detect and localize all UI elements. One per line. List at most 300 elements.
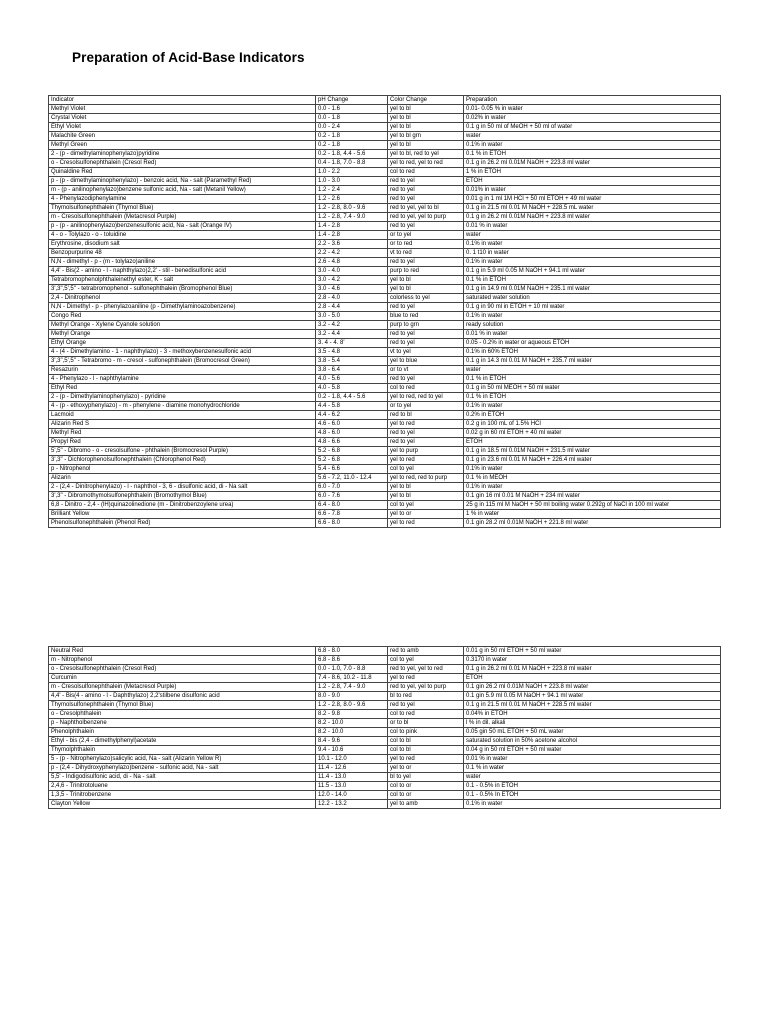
indicator-cell: p - Nitrophenol (49, 465, 316, 474)
color-change-cell: purp to red (388, 267, 464, 276)
preparation-cell: 0.1 g in 50 ml of MeOH + 50 ml of water (464, 123, 721, 132)
preparation-cell: 0.1% in water (464, 800, 721, 809)
indicator-cell: 4 - o - Tolylazo - o - toluidine (49, 231, 316, 240)
indicator-cell: Propyl Red (49, 438, 316, 447)
color-change-cell: red to yel, yel to red (388, 665, 464, 674)
table-row (49, 240, 721, 249)
ph-change-cell: 12.2 - 13.2 (316, 800, 388, 809)
table-row (49, 665, 721, 674)
ph-change-cell: 1.0 - 2.2 (316, 168, 388, 177)
ph-change-cell: 4.4 - 6.2 (316, 411, 388, 420)
color-change-cell: red to yel, yel to bl (388, 204, 464, 213)
indicator-cell: p - (2,4 - Dihydroxyphenylazo)benzene - sulfonic acid, Na - salt (49, 764, 316, 773)
ph-change-cell: 4.8 - 6.0 (316, 429, 388, 438)
indicator-cell: Phenolphthalein (49, 728, 316, 737)
preparation-cell: 0.1 % in ETOH (464, 276, 721, 285)
color-change-cell: col to yel (388, 501, 464, 510)
preparation-cell: 0.1 g in 23.6 ml 0.01 M NaOH + 226.4 ml water (464, 456, 721, 465)
preparation-cell: water (464, 366, 721, 375)
header-cell: Preparation (464, 96, 721, 105)
indicator-cell: 2,4 - Dinitrophenol (49, 294, 316, 303)
preparation-cell: 0.01 g in 50 ml ETOH + 50 ml water (464, 647, 721, 656)
table-row (49, 474, 721, 483)
color-change-cell: col to bl (388, 746, 464, 755)
preparation-cell: water (464, 132, 721, 141)
color-change-cell: purp to grn (388, 321, 464, 330)
table-row (49, 800, 721, 809)
indicator-cell: N,N - dimethyl - p - (m - tolylazo)aniline (49, 258, 316, 267)
ph-change-cell: 1.4 - 2.8 (316, 231, 388, 240)
indicator-cell: m - Cresolsulfonephthalein (Metacresol Purple) (49, 683, 316, 692)
ph-change-cell: 8.2 - 10.0 (316, 728, 388, 737)
ph-change-cell: 0.4 - 1.8, 7.0 - 8.8 (316, 159, 388, 168)
indicator-cell: o - Cresolphthalein (49, 710, 316, 719)
indicator-cell: 5',5" - Dibromo - o - cresolsulfone - phthalein (Bromocresol Purple) (49, 447, 316, 456)
preparation-cell: 0.05 - 0.2% in water or aqueous ETOH (464, 339, 721, 348)
table-row (49, 141, 721, 150)
preparation-cell: 0.1 gin 16 ml 0.01 M NaOH + 234 ml water (464, 492, 721, 501)
ph-change-cell: 3.5 - 4.8 (316, 348, 388, 357)
color-change-cell: red to yel (388, 701, 464, 710)
header-row (49, 96, 721, 105)
color-change-cell: col to yel (388, 656, 464, 665)
ph-change-cell: 2.6 - 4.8 (316, 258, 388, 267)
table-row (49, 213, 721, 222)
indicator-table-1 (48, 95, 721, 528)
ph-change-cell: 8.0 - 9.0 (316, 692, 388, 701)
table-row (49, 285, 721, 294)
table-row (49, 393, 721, 402)
table-row (49, 420, 721, 429)
color-change-cell: yel to red, red to purp (388, 474, 464, 483)
indicator-cell: N,N - Dimethyl - p - phenylazoaniline (p - Dimethylaminoazobenzene) (49, 303, 316, 312)
indicator-cell: Quinaldine Red (49, 168, 316, 177)
table-row (49, 656, 721, 665)
ph-change-cell: 11.4 - 13.0 (316, 773, 388, 782)
indicator-cell: Malachite Green (49, 132, 316, 141)
table-row (49, 674, 721, 683)
ph-change-cell: 0.2 - 1.8 (316, 141, 388, 150)
preparation-cell: 0.1% in water (464, 483, 721, 492)
table-row (49, 249, 721, 258)
color-change-cell: yel to bl (388, 276, 464, 285)
ph-change-cell: 7.4 - 8.6, 10.2 - 11.8 (316, 674, 388, 683)
preparation-cell: 0.1 g in 5.9 ml 0.05 M NaOH + 94.1 ml water (464, 267, 721, 276)
header-cell: Color Change (388, 96, 464, 105)
color-change-cell: yel to bl, red to yel (388, 150, 464, 159)
color-change-cell: yel to bl grn (388, 132, 464, 141)
ph-change-cell: 0.0 - 1.6 (316, 105, 388, 114)
table-row (49, 429, 721, 438)
color-change-cell: col to yel (388, 465, 464, 474)
table-row (49, 132, 721, 141)
table-row (49, 755, 721, 764)
indicator-cell: 4 - Phenylazodiphenylamine (49, 195, 316, 204)
indicator-cell: Erythrosine, disodium salt (49, 240, 316, 249)
ph-change-cell: 5.2 - 6.8 (316, 456, 388, 465)
indicator-cell: m - Cresolsulfonephthalein (Metacresol Purple) (49, 213, 316, 222)
color-change-cell: yel to red (388, 456, 464, 465)
ph-change-cell: 3.0 - 4.6 (316, 285, 388, 294)
table-row (49, 177, 721, 186)
ph-change-cell: 0.0 - 2.4 (316, 123, 388, 132)
preparation-cell: 0.1% in water (464, 240, 721, 249)
indicator-cell: 4 - (p - ethoxyphenylazo) - m - phenylene - diamine monohydrochloride (49, 402, 316, 411)
indicator-cell: Methyl Green (49, 141, 316, 150)
color-change-cell: col to or (388, 782, 464, 791)
ph-change-cell: 1.0 - 3.0 (316, 177, 388, 186)
table-row (49, 384, 721, 393)
preparation-cell: 1 % in water (464, 510, 721, 519)
preparation-cell: 0.02% in water (464, 114, 721, 123)
indicator-cell: Thymolsulfonephthalein (Thymol Blue) (49, 701, 316, 710)
indicator-cell: Methyl Violet (49, 105, 316, 114)
preparation-cell: 0.1 g in 50 ml MEOH + 50 ml water (464, 384, 721, 393)
indicator-cell: 3',3",5',5" - tetrabromophenol - sulfonephthalein (Bromophenol Blue) (49, 285, 316, 294)
ph-change-cell: 1.4 - 2.8 (316, 222, 388, 231)
table-row (49, 402, 721, 411)
ph-change-cell: 10.1 - 12.0 (316, 755, 388, 764)
preparation-cell: 0.1 g in 26.2 ml 0.01M NaOH + 223.8 ml water (464, 213, 721, 222)
ph-change-cell: 4.0 - 5.8 (316, 384, 388, 393)
preparation-cell: l % in dil. alkali (464, 719, 721, 728)
preparation-cell: 0.1 g in 14.3 ml 0.01 M NaOH + 235.7 ml water (464, 357, 721, 366)
indicator-cell: Ethyl Orange (49, 339, 316, 348)
color-change-cell: blue to red (388, 312, 464, 321)
table-row (49, 519, 721, 528)
indicator-cell: m - Nitrophenol (49, 656, 316, 665)
header-cell: pH Change (316, 96, 388, 105)
table-row (49, 483, 721, 492)
color-change-cell: red to yel, yel to purp (388, 213, 464, 222)
color-change-cell: yel to blue (388, 357, 464, 366)
indicator-cell: 3',3",5',5" - Tetrabromo - m - cresol - sulfonephthalein (Bromocresol Green) (49, 357, 316, 366)
table-row (49, 456, 721, 465)
preparation-cell: 0.1% in water (464, 312, 721, 321)
preparation-cell: saturated water solution (464, 294, 721, 303)
indicator-cell: 6,8 - Dinitro - 2,4 - (lH)quinazolinedione (m - Dinitrobenzoylene urea) (49, 501, 316, 510)
indicator-cell: 5,5' - Indigodisulfonic acid, di - Na - salt (49, 773, 316, 782)
preparation-cell: 0.3170 in water (464, 656, 721, 665)
preparation-cell: 0.1 gin 5.9 ml 0.05 M NaOH + 94.1 ml water (464, 692, 721, 701)
indicator-cell: Neutral Red (49, 647, 316, 656)
ph-change-cell: 0.2 - 1.8, 4.4 - 5.6 (316, 393, 388, 402)
ph-change-cell: 6.6 - 7.8 (316, 510, 388, 519)
table-row (49, 692, 721, 701)
indicator-cell: 4 - (4 - Dimethylamino - 1 - naphthylazo) - 3 - methoxybenzenesulfonic acid (49, 348, 316, 357)
ph-change-cell: 2.8 - 4.4 (316, 303, 388, 312)
ph-change-cell: 1.2 - 2.8, 8.0 - 9.6 (316, 701, 388, 710)
ph-change-cell: 4.0 - 5.6 (316, 375, 388, 384)
color-change-cell: yel to bl (388, 123, 464, 132)
color-change-cell: yel to purp (388, 447, 464, 456)
table-row (49, 114, 721, 123)
ph-change-cell: 12.0 - 14.0 (316, 791, 388, 800)
ph-change-cell: 0.2 - 1.8, 4.4 - 5.6 (316, 150, 388, 159)
preparation-cell: 0.1% in water (464, 141, 721, 150)
indicator-cell: p - (p - anilinophenylazo)benzenesulfonic acid, Na - salt (Orange IV) (49, 222, 316, 231)
table-row (49, 465, 721, 474)
color-change-cell: col to red (388, 710, 464, 719)
table-row (49, 150, 721, 159)
table-row (49, 710, 721, 719)
ph-change-cell: 0.0 - 1.0, 7.0 - 8.8 (316, 665, 388, 674)
indicator-cell: Curcumin (49, 674, 316, 683)
table-row (49, 123, 721, 132)
color-change-cell: yel to or (388, 510, 464, 519)
preparation-cell: 0.05 gin 50 mL ETOH + 50 mL water (464, 728, 721, 737)
color-change-cell: col to red (388, 168, 464, 177)
ph-change-cell: 1.2 - 2.4 (316, 186, 388, 195)
table-row (49, 737, 721, 746)
color-change-cell: or to red (388, 240, 464, 249)
indicator-cell: Crystal Violet (49, 114, 316, 123)
indicator-cell: Ethyl - bis (2,4 - dimethylphenyl)acetate (49, 737, 316, 746)
color-change-cell: yel to red (388, 755, 464, 764)
ph-change-cell: 1.2 - 2.6 (316, 195, 388, 204)
table-row (49, 222, 721, 231)
indicator-cell: Clayton Yellow (49, 800, 316, 809)
color-change-cell: yel to bl (388, 141, 464, 150)
table-row (49, 791, 721, 800)
ph-change-cell: 4.6 - 6.0 (316, 420, 388, 429)
preparation-cell: 0.04% in ETOH (464, 710, 721, 719)
color-change-cell: red to yel, yel to purp (388, 683, 464, 692)
ph-change-cell: 6.6 - 8.0 (316, 519, 388, 528)
preparation-cell: 0.1 % in ETOH (464, 375, 721, 384)
preparation-cell: 0.1 g in 26.2 ml 0.01M NaOH + 223.8 ml water (464, 159, 721, 168)
color-change-cell: red to yel (388, 375, 464, 384)
color-change-cell: yel to red (388, 420, 464, 429)
ph-change-cell: 2.2 - 4.2 (316, 249, 388, 258)
indicator-cell: Brilliant Yellow (49, 510, 316, 519)
ph-change-cell: 0.0 - 1.8 (316, 114, 388, 123)
indicator-cell: Resazurin (49, 366, 316, 375)
table-row (49, 438, 721, 447)
indicator-table-2 (48, 646, 721, 809)
indicator-cell: Methyl Orange (49, 330, 316, 339)
ph-change-cell: 3.2 - 4.4 (316, 330, 388, 339)
color-change-cell: yel to red (388, 674, 464, 683)
ph-change-cell: 6.0 - 7.0 (316, 483, 388, 492)
preparation-cell: 0.01% in water (464, 186, 721, 195)
ph-change-cell: 5.2 - 6.8 (316, 447, 388, 456)
color-change-cell: yel to bl (388, 114, 464, 123)
preparation-cell: ETOH (464, 438, 721, 447)
page-title: Preparation of Acid-Base Indicators (72, 50, 305, 65)
indicator-cell: 2 - (p - Dimethylaminophenylazo) - pyridine (49, 393, 316, 402)
indicator-cell: 4,4' - Bis(2 - amino - l - naphthylazo)2,2' - stil - benedisulfonic acid (49, 267, 316, 276)
ph-change-cell: 1.2 - 2.8, 7.4 - 9.0 (316, 683, 388, 692)
preparation-cell: saturated solution in 50% acetone alcohol (464, 737, 721, 746)
ph-change-cell: 3. 4 - 4. 8' (316, 339, 388, 348)
preparation-cell: 25 g in 115 ml M NaOH + 50 ml boiling water 0.292g of NaCl in 100 ml water (464, 501, 721, 510)
table-row (49, 764, 721, 773)
ph-change-cell: 3.2 - 4.2 (316, 321, 388, 330)
table-row (49, 683, 721, 692)
table-row (49, 312, 721, 321)
preparation-cell: 0.1 - 0.5% in ETOH (464, 782, 721, 791)
preparation-cell: 1 % in ETOH (464, 168, 721, 177)
color-change-cell: red to amb (388, 647, 464, 656)
ph-change-cell: 5.6 - 7.2, 11.0 - 12.4 (316, 474, 388, 483)
table-row (49, 447, 721, 456)
preparation-cell: 0.2 g in 100 mL of 1.5% HCl (464, 420, 721, 429)
preparation-cell: ETOH (464, 177, 721, 186)
indicator-cell: Ethyl Red (49, 384, 316, 393)
table-row (49, 411, 721, 420)
indicator-cell: Thymolsulfonephthalein (Thymol Blue) (49, 204, 316, 213)
preparation-cell: 0. 1 t10 in water (464, 249, 721, 258)
color-change-cell: red to yel (388, 330, 464, 339)
header-cell: Indicator (49, 96, 316, 105)
ph-change-cell: 3.0 - 4.0 (316, 267, 388, 276)
ph-change-cell: 1.2 - 2.8, 7.4 - 9.0 (316, 213, 388, 222)
color-change-cell: red to yel (388, 438, 464, 447)
preparation-cell: 0.01 % in water (464, 330, 721, 339)
table-row (49, 294, 721, 303)
indicator-cell: Ethyl Violet (49, 123, 316, 132)
indicator-cell: Congo Red (49, 312, 316, 321)
preparation-cell: 0.1 g in 26.2 ml 0.01 M NaOH + 223.8 ml water (464, 665, 721, 674)
indicator-cell: 5 - (p - Nitrophenylazo)salicylic acid, Na - salt (Alizarin Yellow R) (49, 755, 316, 764)
color-change-cell: yel to bl (388, 285, 464, 294)
table-row (49, 105, 721, 114)
color-change-cell: yel to amb (388, 800, 464, 809)
indicator-cell: 3',3" - Dibromothymolsulfonephthalein (Bromothymol Blue) (49, 492, 316, 501)
preparation-cell: 0.1% in water (464, 465, 721, 474)
ph-change-cell: 3.0 - 4.2 (316, 276, 388, 285)
indicator-cell: 2 - (p - dimethylaminophenylazo)pyridine (49, 150, 316, 159)
indicator-cell: Benzopurpurine 48 (49, 249, 316, 258)
color-change-cell: yel to bl (388, 492, 464, 501)
preparation-cell: 0.02 g in 60 ml ETOH + 40 ml water (464, 429, 721, 438)
table-row (49, 348, 721, 357)
preparation-cell: 0.01 % in water (464, 755, 721, 764)
table-row (49, 339, 721, 348)
table-row (49, 773, 721, 782)
indicator-cell: Lacmoid (49, 411, 316, 420)
ph-change-cell: 6.8 - 8.0 (316, 647, 388, 656)
preparation-cell: 0.2% in ETOH (464, 411, 721, 420)
color-change-cell: red to bl (388, 411, 464, 420)
table-row (49, 375, 721, 384)
preparation-cell: 0.01 g in 1 ml 1M HCl + 50 ml ETOH + 49 ml water (464, 195, 721, 204)
indicator-cell: 2 - (2,4 - Dinitrophenylazo) - l - naphthol - 3, 6 - disulfonic acid, di - Na salt (49, 483, 316, 492)
ph-change-cell: 4.8 - 6.6 (316, 438, 388, 447)
ph-change-cell: 8.2 - 10.0 (316, 719, 388, 728)
color-change-cell: vt to red (388, 249, 464, 258)
color-change-cell: colorless to yel (388, 294, 464, 303)
table-row (49, 231, 721, 240)
color-change-cell: yel to bl (388, 483, 464, 492)
indicator-cell: p - (p - dimethylaminophenylazo) - benzoic acid, Na - salt (Paramethyl Red) (49, 177, 316, 186)
color-change-cell: or to yel (388, 231, 464, 240)
table-row (49, 492, 721, 501)
preparation-cell: 0.1 g in 21.5 ml 0.01 M NaOH + 228.5 ml water (464, 701, 721, 710)
color-change-cell: red to yel (388, 177, 464, 186)
color-change-cell: red to yel (388, 429, 464, 438)
color-change-cell: red to yel (388, 303, 464, 312)
ph-change-cell: 2.8 - 4.0 (316, 294, 388, 303)
color-change-cell: red to yel (388, 339, 464, 348)
ph-change-cell: 5.4 - 6.6 (316, 465, 388, 474)
color-change-cell: or to yel (388, 402, 464, 411)
color-change-cell: red to yel (388, 186, 464, 195)
table-row (49, 159, 721, 168)
table-row (49, 186, 721, 195)
preparation-cell: 0.1% in water (464, 402, 721, 411)
color-change-cell: vt to yel (388, 348, 464, 357)
indicator-cell: 3',3" - Dichlorophenolsulfonephthalein (Chlorophenol Red) (49, 456, 316, 465)
ph-change-cell: 11.4 - 12.6 (316, 764, 388, 773)
indicator-cell: 2,4,6 - Trinitrotoluene (49, 782, 316, 791)
preparation-cell: 0.01- 0.05 % in water (464, 105, 721, 114)
indicator-cell: m - (p - anilinophenylazo)benzene sulfonic acid, Na - salt (Metanil Yellow) (49, 186, 316, 195)
ph-change-cell: 11.5 - 13.0 (316, 782, 388, 791)
table-row (49, 168, 721, 177)
color-change-cell: bl to yel (388, 773, 464, 782)
table-row (49, 357, 721, 366)
ph-change-cell: 0.2 - 1.8 (316, 132, 388, 141)
preparation-cell: 0.1 % in water (464, 764, 721, 773)
table-row (49, 701, 721, 710)
indicator-cell: 4,4' - Bis(4 - amino - l - Daphthylazo) 2,2'stilbene disulfonic acid (49, 692, 316, 701)
ph-change-cell: 6.4 - 8.0 (316, 501, 388, 510)
ph-change-cell: 3.8 - 6.4 (316, 366, 388, 375)
table-row (49, 728, 721, 737)
preparation-cell: 0.1 % in ETOH (464, 150, 721, 159)
table-row (49, 303, 721, 312)
ph-change-cell: 8.4 - 9.6 (316, 737, 388, 746)
table-row (49, 746, 721, 755)
table-row (49, 782, 721, 791)
color-change-cell: yel to bl (388, 105, 464, 114)
color-change-cell: yel to or (388, 764, 464, 773)
preparation-cell: 0.1 g in 90 ml in ETOH + 10 ml water (464, 303, 721, 312)
indicator-cell: 1,3,5 - Trinitrobenzene (49, 791, 316, 800)
color-change-cell: bl to red (388, 692, 464, 701)
table-row (49, 501, 721, 510)
table-row (49, 195, 721, 204)
color-change-cell: yel to red, red to yel (388, 393, 464, 402)
indicator-cell: p - Naphtholbenzene (49, 719, 316, 728)
preparation-cell: 0.1 gin 28.2 ml 0.01M NaOH + 221.8 ml water (464, 519, 721, 528)
ph-change-cell: 6.8 - 8.6 (316, 656, 388, 665)
table-row (49, 267, 721, 276)
preparation-cell: 0.1 g in 18.5 ml 0.01M NaOH + 231.5 ml water (464, 447, 721, 456)
color-change-cell: red to yel (388, 222, 464, 231)
preparation-cell: ETOH (464, 674, 721, 683)
indicator-cell: Tetrabromophenolphthaleinethyl ester, K - salt (49, 276, 316, 285)
preparation-cell: water (464, 231, 721, 240)
table-row (49, 258, 721, 267)
color-change-cell: col to red (388, 384, 464, 393)
table-row (49, 330, 721, 339)
preparation-cell: 0.1 g in 21.5 ml 0.01 M NaOH + 228.5 mL water (464, 204, 721, 213)
color-change-cell: red to yel (388, 195, 464, 204)
color-change-cell: or to bl (388, 719, 464, 728)
indicator-cell: Alizarin Red S (49, 420, 316, 429)
ph-change-cell: 9.4 - 10.6 (316, 746, 388, 755)
color-change-cell: yel to red (388, 519, 464, 528)
table-row (49, 719, 721, 728)
table-row (49, 276, 721, 285)
table-row (49, 510, 721, 519)
table-row (49, 204, 721, 213)
preparation-cell: 0.04 g in 50 ml ETOH + 50 ml water (464, 746, 721, 755)
ph-change-cell: 6.0 - 7.6 (316, 492, 388, 501)
